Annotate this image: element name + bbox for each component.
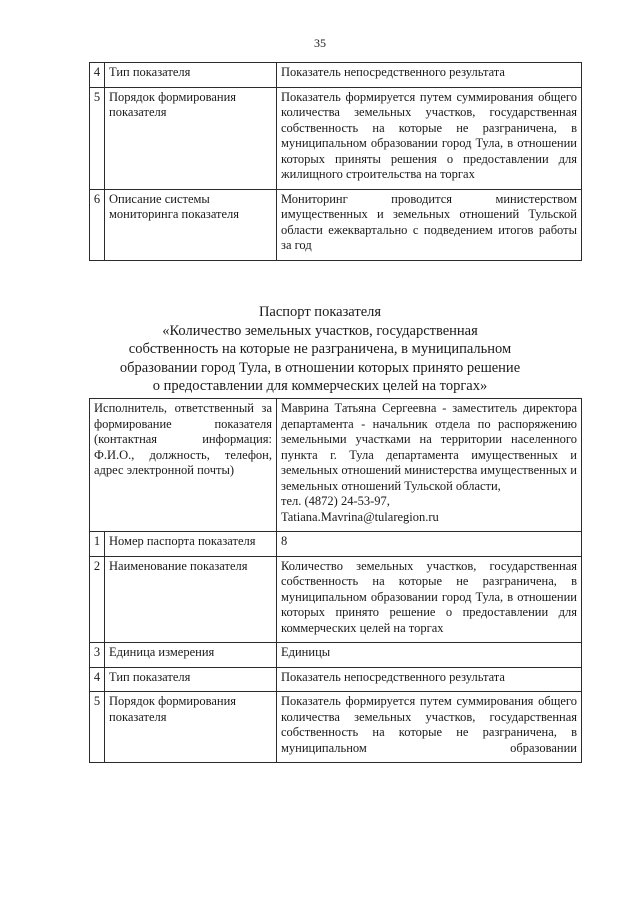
passport-title-line: образовании город Тула, в отношении которых принято решение bbox=[119, 359, 521, 376]
row-label: Единица измерения bbox=[105, 643, 277, 668]
passport-title-line: собственность на которые не разграничена, в муниципальном bbox=[128, 341, 512, 357]
table-row bbox=[90, 556, 582, 643]
row-number: 6 bbox=[90, 189, 105, 260]
row-value: Мониторинг проводится министерством имущественных и земельных отношений Тульской области ежеквартально с подведением итогов работы за год bbox=[277, 189, 582, 260]
executor-description: Маврина Татьяна Сергеевна - заместитель директора департамента - начальник отдела по распоряжению земельными участками на территории населенного пункта г. Тула департамента имущественных и земельных отношений министерства имущественных и земельных отношений Тульской области, bbox=[281, 401, 577, 493]
indicator-table-continued bbox=[89, 62, 582, 261]
row-label: Описание системы мониторинга показателя bbox=[105, 189, 277, 260]
executor-label: Исполнитель, ответственный за формирование показателя (контактная информация: Ф.И.О., должность, телефон, адрес электронной почты) bbox=[90, 399, 277, 532]
row-number: 2 bbox=[90, 556, 105, 643]
table-row bbox=[90, 87, 582, 189]
row-value: Показатель формируется путем суммирования общего количества земельных участков, государственная собственность на которые не разграничена, в муниципальном образовании bbox=[277, 692, 582, 763]
row-value: Показатель непосредственного результата bbox=[277, 667, 582, 692]
table-row bbox=[90, 667, 582, 692]
executor-email: Tatiana.Mavrina@tularegion.ru bbox=[281, 509, 439, 524]
row-number: 1 bbox=[90, 532, 105, 557]
passport-title-line: о предоставлении для коммерческих целей на торгах» bbox=[152, 378, 488, 394]
row-number: 3 bbox=[90, 643, 105, 668]
row-number: 5 bbox=[90, 87, 105, 189]
table-row bbox=[90, 532, 582, 557]
row-value: 8 bbox=[277, 532, 582, 557]
row-value: Показатель непосредственного результата bbox=[277, 63, 582, 88]
row-value: Единицы bbox=[277, 643, 582, 668]
row-number: 5 bbox=[90, 692, 105, 763]
passport-title-line: «Количество земельных участков, государственная bbox=[162, 322, 478, 339]
row-label: Тип показателя bbox=[105, 667, 277, 692]
table-row bbox=[90, 189, 582, 260]
executor-info bbox=[277, 399, 582, 532]
passport-title bbox=[110, 303, 530, 396]
row-label: Порядок формирования показателя bbox=[105, 87, 277, 189]
table-row bbox=[90, 63, 582, 88]
table-row bbox=[90, 692, 582, 763]
row-value: Показатель формируется путем суммирования общего количества земельных участков, государственная собственность на которые не разграничена, в муниципальном образовании город Тула, в отношении которых приняты решения о предоставлении для жилищного строительства на торгах bbox=[277, 87, 582, 189]
table-row bbox=[90, 643, 582, 668]
indicator-passport-table bbox=[89, 398, 582, 763]
row-number: 4 bbox=[90, 667, 105, 692]
passport-title-line: Паспорт показателя bbox=[258, 304, 382, 320]
row-label: Порядок формирования показателя bbox=[105, 692, 277, 763]
executor-row bbox=[90, 399, 582, 532]
row-label: Номер паспорта показателя bbox=[105, 532, 277, 557]
row-label: Тип показателя bbox=[105, 63, 277, 88]
executor-phone: тел. (4872) 24-53-97, bbox=[281, 494, 390, 508]
row-value: Количество земельных участков, государственная собственность на которые не разграничена, в муниципальном образовании город Тула, в отношении которых принято решение о предоставлении для коммерческих целей на торгах bbox=[277, 556, 582, 643]
page-number: 35 bbox=[314, 36, 326, 50]
row-number: 4 bbox=[90, 63, 105, 88]
row-label: Наименование показателя bbox=[105, 556, 277, 643]
